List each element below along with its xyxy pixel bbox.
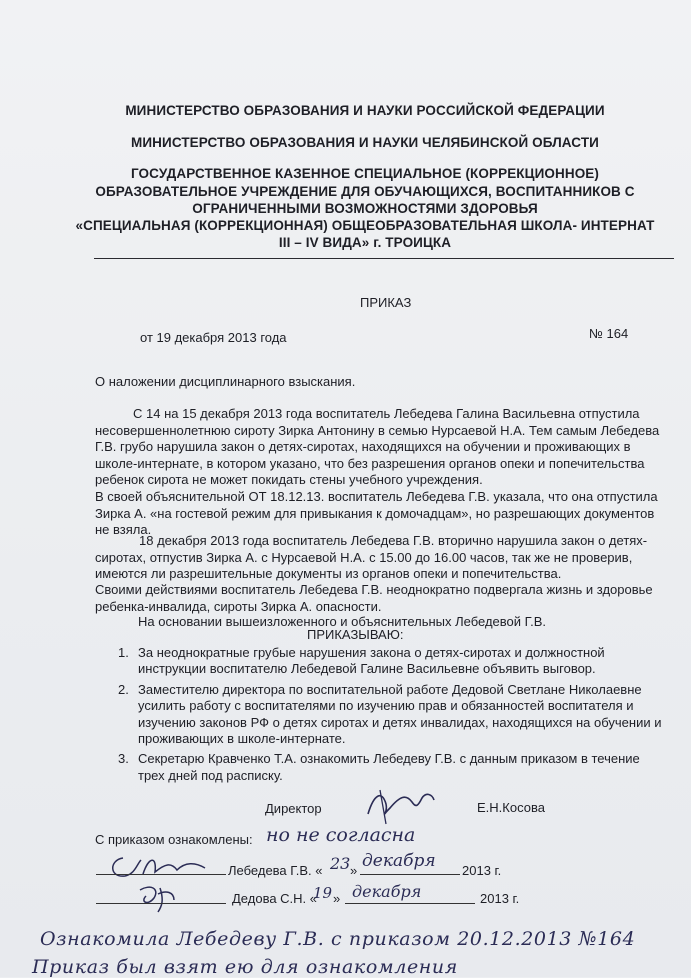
order-item-1 — [118, 645, 675, 678]
ministry-regional: МИНИСТЕРСТВО ОБРАЗОВАНИЯ И НАУКИ ЧЕЛЯБИНСКОЙ ОБЛАСТИ — [131, 135, 599, 150]
row1-year: 2013 г. — [462, 863, 502, 878]
item-line: усилить работу с воспитателями по изучению прав и обязанностей воспитателя и — [138, 698, 634, 714]
item-line: Заместителю директора по воспитательной работе Дедовой Светлане Николаевне — [138, 681, 642, 697]
order-subject: О наложении дисциплинарного взыскания. — [95, 374, 356, 389]
ack-note: но не согласна — [266, 824, 416, 846]
paragraph-line: Г.В. грубо нарушила закон о детях-сиротах, находящихся на обучении и проживающих в — [95, 439, 631, 455]
month-line — [345, 903, 475, 904]
paragraph-line: несовершеннолетнюю сироту Зирка Антонину в семью Нурсаевой Н.А. Тем самым Лебедева — [95, 422, 660, 438]
paragraph-line: Своими действиями воспитатель Лебедева Г.В. неоднократно подвергала жизнь и здоровье — [95, 582, 653, 597]
item-number: 2. — [118, 681, 129, 697]
order-items — [118, 645, 675, 784]
paragraph-line: 18 декабря 2013 года воспитатель Лебедева Г.В. вторично нарушила закон о детях- — [139, 533, 648, 548]
header-rule — [94, 258, 674, 259]
signature-line — [96, 874, 226, 875]
item-number: 3. — [118, 751, 129, 767]
paragraph-4 — [95, 582, 675, 615]
paragraph-line: ребенок сирота не может покидать стены учебного учреждения. — [95, 472, 483, 488]
handwritten-note-line-1: Ознакомила Лебедеву Г.В. с приказом 20.12.2013 №164 — [40, 928, 636, 950]
row1-day: 23 — [330, 854, 351, 873]
item-number: 1. — [118, 645, 129, 660]
item-line: Секретарю Кравченко Т.А. ознакомить Лебедеву Г.В. с данным приказом в течение — [138, 751, 640, 767]
director-label: Директор — [265, 801, 322, 816]
order-title: ПРИКАЗ — [360, 295, 412, 310]
order-date: от 19 декабря 2013 года — [140, 330, 287, 345]
row1-sep: » — [350, 863, 358, 878]
paragraph-line: С 14 на 15 декабря 2013 года воспитатель Лебедева Галина Васильевна отпустила — [133, 406, 640, 421]
ministry-federal: МИНИСТЕРСТВО ОБРАЗОВАНИЯ И НАУКИ РОССИЙСКОЙ ФЕДЕРАЦИИ — [125, 103, 605, 118]
institution-line-1: ГОСУДАРСТВЕННОЕ КАЗЕННОЕ СПЕЦИАЛЬНОЕ (КОРРЕКЦИОННОЕ) — [130, 166, 600, 181]
institution-line-5: III – IV ВИДА» г. ТРОИЦКА — [278, 235, 452, 250]
row1-name: Лебедева Г.В. « — [228, 863, 323, 878]
paragraph-3 — [95, 533, 675, 583]
order-item-2 — [118, 681, 675, 748]
ack-label: С приказом ознакомлены: — [95, 832, 253, 847]
paragraph-line: В своей объяснительной ОТ 18.12.13. воспитатель Лебедева Г.В. указала, что она отпустила — [95, 489, 658, 504]
director-signature-icon — [360, 784, 440, 829]
row1-month: декабря — [362, 851, 436, 871]
paragraph-line: сиротах, отпустив Зирка А. с Нурсаевой Н.А. с 15.00 до 16.00 часов, так же не проверив, — [95, 549, 633, 565]
item-line: инструкции воспитателю Лебедевой Галине Васильевне объявить выговор. — [138, 661, 596, 677]
item-line: За неоднократные грубые нарушения закона о детях-сиротах и должностной — [138, 645, 605, 660]
item-line: изучению законов РФ о детях сиротах и детях инвалидах, находящихся на обучении и — [138, 714, 662, 730]
institution-line-3: ОГРАНИЧЕННЫМИ ВОЗМОЖНОСТЯМИ ЗДОРОВЬЯ — [192, 201, 538, 216]
row2-day: 19 — [313, 884, 333, 902]
row2-name: Дедова С.Н. « — [232, 891, 318, 906]
paragraph-1 — [95, 406, 675, 489]
item-line: проживающих в школе-интернате. — [138, 731, 346, 747]
row2-sep: » — [333, 891, 341, 906]
order-number: № 164 — [589, 326, 629, 341]
handwritten-note-line-2: Приказ был взят ею для ознакомления — [32, 956, 458, 978]
dedova-signature-icon — [130, 880, 190, 914]
month-line — [360, 874, 460, 875]
director-name: Е.Н.Косова — [477, 800, 545, 815]
paragraph-line: не взяла. — [95, 522, 152, 538]
row2-year: 2013 г. — [480, 891, 520, 906]
paragraph-line: имеются ли разрешительные документы из органов опеки и попечительства. — [95, 566, 562, 582]
paragraph-2 — [95, 489, 675, 539]
row2-month: декабря — [352, 882, 422, 901]
institution-line-4: «СПЕЦИАЛЬНАЯ (КОРРЕКЦИОННАЯ) ОБЩЕОБРАЗОВАТЕЛЬНАЯ ШКОЛА- ИНТЕРНАТ — [75, 218, 655, 233]
item-line: трех дней под расписку. — [138, 767, 283, 783]
decree-word: ПРИКАЗЫВАЮ: — [307, 627, 404, 642]
institution-line-2: ОБРАЗОВАТЕЛЬНОЕ УЧРЕЖДЕНИЕ ДЛЯ ОБУЧАЮЩИХСЯ, ВОСПИТАННИКОВ С — [95, 184, 635, 199]
paragraph-line: Зирка А. «на гостевой режим для привыкания к домочадцам», но разрешающих документов — [95, 505, 655, 521]
paragraph-line: школе-интернате, в котором указано, что без разрешения органов опеки и попечительства — [95, 455, 645, 471]
basis-text: На основании вышеизложенного и объяснительных Лебедевой Г.В. — [138, 614, 546, 629]
signature-line — [96, 903, 226, 904]
order-item-3 — [118, 751, 675, 784]
paragraph-line: ребенка-инвалида, сироты Зирка А. опасности. — [95, 598, 382, 614]
